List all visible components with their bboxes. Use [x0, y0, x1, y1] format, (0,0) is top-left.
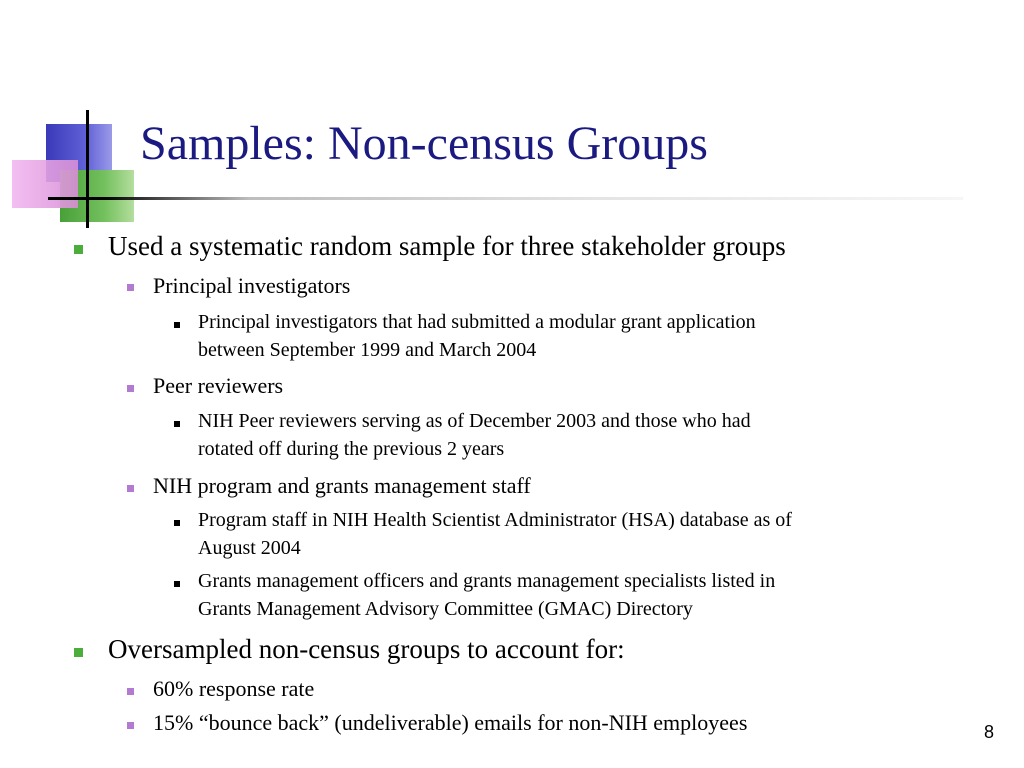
decoration-vertical-line	[86, 110, 89, 228]
bullet-level2-text: 60% response rate	[153, 676, 315, 701]
bullet-level3-text-line2: Grants Management Advisory Committee (GMAC) Directory	[198, 598, 693, 620]
bullet-level2-text: Principal investigators	[153, 273, 351, 298]
bullet-level2-text: NIH program and grants management staff	[153, 473, 531, 498]
bullet-level2-marker	[127, 284, 134, 291]
title-underline	[48, 197, 963, 200]
decoration-pink-square	[12, 160, 78, 208]
bullet-level3-text-line2: August 2004	[198, 537, 301, 559]
bullet-level3-marker	[174, 421, 180, 427]
bullet-level1-text: Used a systematic random sample for three stakeholder groups	[108, 231, 786, 261]
title-decoration	[0, 0, 160, 240]
bullet-level2-marker	[127, 385, 134, 392]
bullet-level3-marker	[174, 520, 180, 526]
bullet-level1-marker	[74, 648, 83, 657]
bullet-level3-marker	[174, 581, 180, 587]
bullet-level2-marker	[127, 485, 134, 492]
page-number: 8	[983, 722, 994, 742]
bullet-level3-text-line2: between September 1999 and March 2004	[198, 339, 537, 361]
bullet-level1-text: Oversampled non-census groups to account for:	[108, 634, 625, 664]
bullet-level3-text-line1: NIH Peer reviewers serving as of December 2003 and those who had	[198, 410, 751, 432]
bullet-level3-text-line1: Grants management officers and grants management specialists listed in	[198, 570, 776, 592]
bullet-level3-text-line2: rotated off during the previous 2 years	[198, 438, 505, 460]
slide-title: Samples: Non-census Groups	[140, 117, 708, 170]
bullet-level2-marker	[127, 722, 134, 729]
bullet-level1-marker	[74, 245, 83, 254]
bullet-level2-marker	[127, 688, 134, 695]
bullet-level3-text-line1: Principal investigators that had submitted a modular grant application	[198, 311, 756, 333]
bullet-level3-text-line1: Program staff in NIH Health Scientist Administrator (HSA) database as of	[198, 509, 792, 531]
bullet-level2-text: 15% “bounce back” (undeliverable) emails for non-NIH employees	[153, 710, 748, 735]
bullet-level2-text: Peer reviewers	[153, 373, 284, 398]
bullet-level3-marker	[174, 322, 180, 328]
